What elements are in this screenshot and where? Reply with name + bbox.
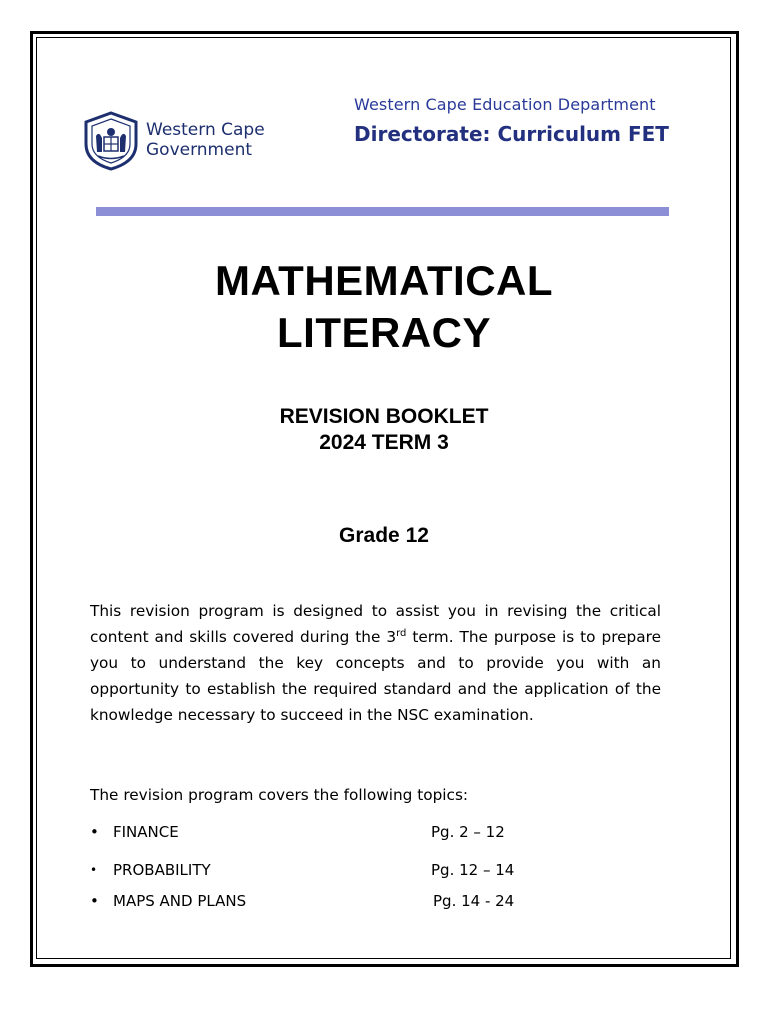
bullet-icon: • bbox=[90, 892, 99, 910]
bullet-icon: • bbox=[90, 823, 99, 841]
topic-name: MAPS AND PLANS bbox=[113, 892, 247, 910]
title-line-1: MATHEMATICAL bbox=[214, 257, 554, 304]
western-cape-crest-icon bbox=[80, 110, 142, 172]
subtitle-line-2: 2024 TERM 3 bbox=[319, 431, 449, 454]
topic-name: PROBABILITY bbox=[113, 861, 211, 879]
document-subtitle bbox=[130, 404, 638, 456]
topic-pages: Pg. 12 – 14 bbox=[431, 861, 515, 879]
topics-intro: The revision program covers the following topics: bbox=[90, 786, 469, 804]
subtitle-line-1: REVISION BOOKLET bbox=[279, 405, 489, 428]
topic-pages: Pg. 2 – 12 bbox=[431, 823, 505, 841]
directorate-name: Directorate: Curriculum FET bbox=[354, 122, 669, 146]
logo-line-1: Western Cape bbox=[146, 120, 265, 140]
logo-line-2: Government bbox=[146, 140, 253, 160]
title-line-2: LITERACY bbox=[277, 309, 491, 356]
grade-label: Grade 12 bbox=[339, 524, 429, 547]
intro-text-end: term. The purpose is to prepare you to understand the key concepts and to provide you with an opportunity to establish the required standard and the application of the knowledge necessary to succeed in the NSC examination. bbox=[90, 628, 662, 724]
topic-item-probability bbox=[90, 861, 650, 883]
bullet-icon: • bbox=[90, 863, 98, 877]
western-cape-government-logo bbox=[80, 108, 280, 174]
page-border-inner bbox=[36, 37, 731, 959]
intro-text-start: This revision program is designed to assist you in revising the critical content and skills covered during the 3 bbox=[90, 602, 661, 646]
department-name: Western Cape Education Department bbox=[354, 95, 656, 114]
topic-pages: Pg. 14 - 24 bbox=[433, 892, 515, 910]
logo-wordmark bbox=[146, 120, 265, 160]
intro-paragraph bbox=[90, 598, 661, 728]
intro-superscript: rd bbox=[396, 627, 407, 639]
topic-item-finance bbox=[90, 823, 650, 845]
topic-name: FINANCE bbox=[113, 823, 179, 841]
document-title bbox=[130, 255, 638, 359]
header-divider bbox=[96, 207, 669, 216]
topic-item-maps-and-plans bbox=[90, 892, 650, 914]
